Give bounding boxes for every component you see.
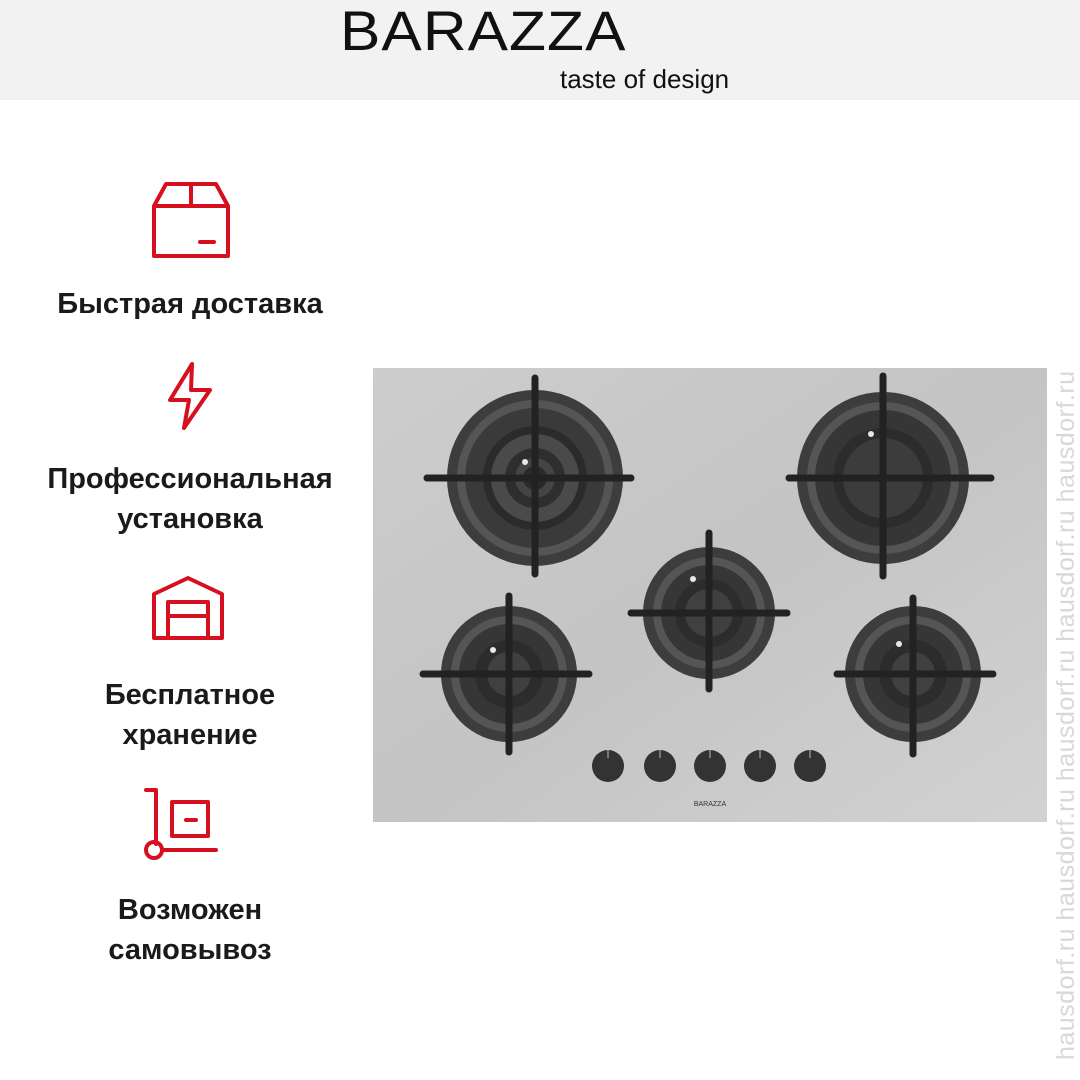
hand-truck-icon	[140, 784, 224, 866]
watermark	[1052, 0, 1080, 1080]
warehouse-icon	[148, 572, 228, 644]
feature-label-line: Бесплатное	[104, 679, 276, 711]
feature-label-line: Возможен	[117, 894, 263, 926]
box-icon	[148, 178, 234, 262]
feature-label-line: самовывоз	[108, 934, 272, 966]
watermark-text: hausdorf.ru hausdorf.ru hausdorf.ru hausdorf.ru hausdorf.ru	[1052, 370, 1080, 1060]
brand-tagline: taste of design	[560, 64, 730, 94]
feature-label-line: Быстрая доставка	[57, 288, 323, 320]
feature-label-storage	[30, 675, 350, 755]
feature-label-pickup	[30, 890, 350, 970]
feature-label-line: Профессиональная	[47, 463, 333, 495]
feature-label-line: хранение	[122, 719, 258, 751]
feature-label-delivery	[30, 284, 350, 324]
gas-hob-image	[373, 368, 1047, 822]
feature-label-installation	[30, 459, 350, 539]
panel-brand: BARAZZA	[693, 801, 727, 808]
header-bar	[0, 0, 1080, 100]
feature-label-line: установка	[117, 503, 263, 535]
lightning-icon	[162, 360, 218, 432]
brand-logo: BARAZZA	[340, 0, 627, 62]
